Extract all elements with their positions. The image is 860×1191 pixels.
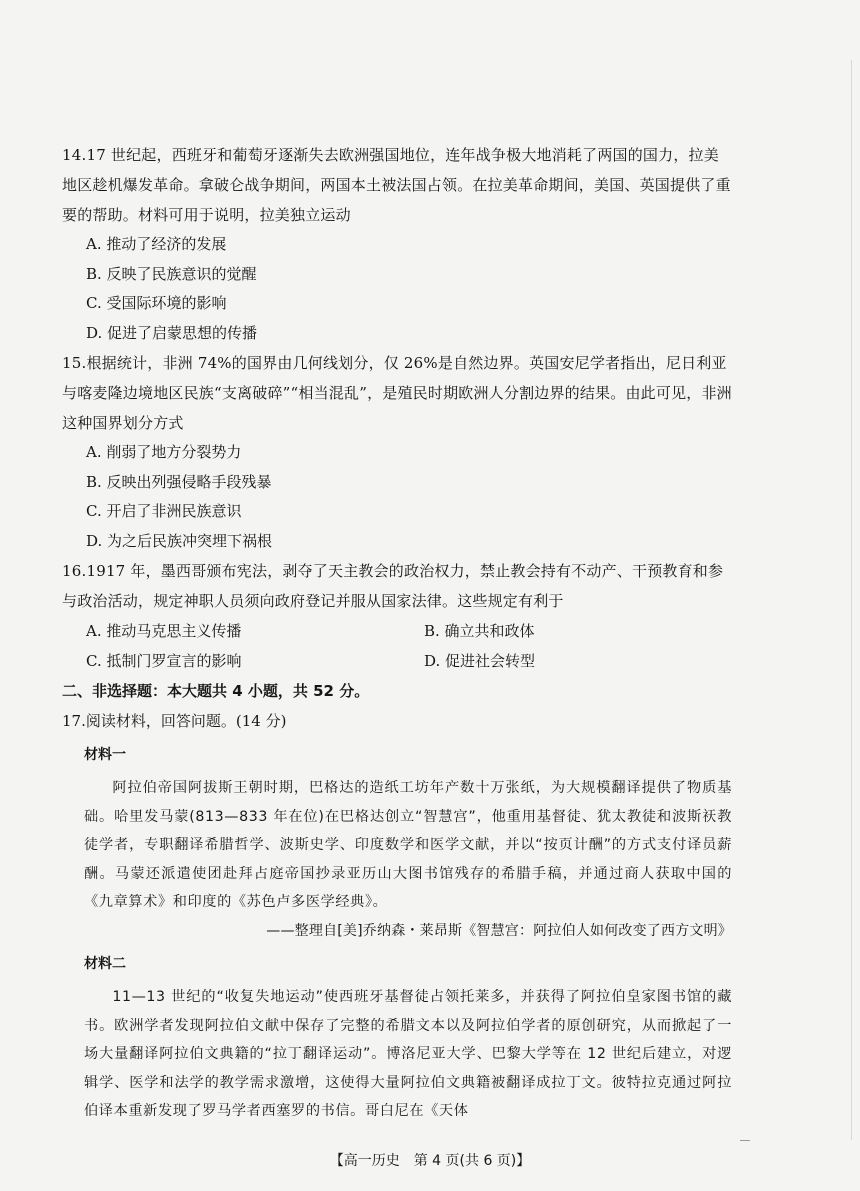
question-14-option-a: A. 推动了经济的发展: [86, 235, 227, 253]
question-14: [62, 140, 732, 348]
question-15-text: 15.根据统计，非洲 74%的国界由几何线划分，仅 26%是自然边界。英国安尼学者指出，尼日利亚与喀麦隆边境地区民族“支离破碎”“相当混乱”，是殖民时期欧洲人分割边界的结果。由此可见，非洲这种国界划分方式: [62, 354, 732, 432]
question-16: [62, 556, 732, 676]
material-1-source: ——整理自[美]乔纳森・莱昂斯《智慧宫：阿拉伯人如何改变了西方文明》: [266, 922, 732, 939]
question-15-option-b: B. 反映出列强侵略手段残暴: [86, 472, 272, 491]
question-16-option-a: A. 推动马克思主义传播: [86, 622, 242, 640]
scan-mark: [740, 1140, 750, 1141]
question-15-option-c: C. 开启了非洲民族意识: [86, 502, 242, 520]
material-1-body: 阿拉伯帝国阿拔斯王朝时期，巴格达的造纸工坊年产数十万张纸，为大规模翻译提供了物质基础。哈里发马蒙(813—833 年在位)在巴格达创立“智慧宫”，他重用基督徒、犹太教徒和波斯祆教徒学者，专职翻译希腊哲学、波斯史学、印度数学和医学文献，并以“按页计酬”的方式支付译员薪酬。马蒙还派遣使团赴拜占庭帝国抄录亚历山大图书馆残存的希腊手稿，并通过商人获取中国的《九章算术》和印度的《苏色卢多医学经典》。: [84, 780, 732, 911]
question-15-option-d: D. 为之后民族冲突埋下祸根: [86, 531, 273, 550]
material-1-label: 材料一: [84, 747, 126, 763]
question-15: [62, 348, 732, 556]
question-16-options: [62, 616, 732, 676]
question-14-option-c: C. 受国际环境的影响: [86, 294, 227, 312]
material-2-body: 11—13 世纪的“收复失地运动”使西班牙基督徒占领托莱多，并获得了阿拉伯皇家图书馆的藏书。欧洲学者发现阿拉伯文献中保存了完整的希腊文本以及阿拉伯学者的原创研究，从而掀起了一场大量翻译阿拉伯文典籍的“拉丁翻译运动”。博洛尼亚大学、巴黎大学等在 12 世纪后建立，对逻辑学、医学和法学的教学需求激增，这使得大量阿拉伯文典籍被翻译成拉丁文。彼特拉克通过阿拉伯译本重新发现了罗马学者西塞罗的书信。哥白尼在《天体: [84, 988, 732, 1120]
question-14-text: 14.17 世纪起，西班牙和葡萄牙逐渐失去欧洲强国地位，连年战争极大地消耗了两国的国力，拉美地区趁机爆发革命。拿破仑战争期间，两国本土被法国占领。在拉美革命期间，美国、英国提供了重要的帮助。材料可用于说明，拉美独立运动: [62, 146, 731, 224]
scan-edge-line: [851, 60, 852, 1140]
question-14-option-b: B. 反映了民族意识的觉醒: [86, 264, 257, 283]
section-2-title: 二、非选择题：本大题共 4 小题，共 52 分。: [62, 682, 370, 700]
question-14-option-d: D. 促进了启蒙思想的传播: [86, 323, 258, 342]
question-16-option-d: D. 促进社会转型: [424, 652, 536, 670]
question-16-text: 16.1917 年，墨西哥颁布宪法，剥夺了天主教会的政治权力，禁止教会持有不动产、干预教育和参与政治活动，规定神职人员须向政府登记并服从国家法律。这些规定有利于: [62, 562, 724, 610]
page-footer: 【高一历史 第 4 页(共 6 页)】: [329, 1153, 531, 1169]
question-15-option-a: A. 削弱了地方分裂势力: [86, 443, 242, 461]
question-16-option-b: B. 确立共和政体: [424, 622, 535, 640]
page-content: [62, 140, 732, 1126]
material-2-label: 材料二: [84, 955, 126, 972]
question-17-text: 17.阅读材料，回答问题。(14 分): [62, 712, 287, 730]
question-16-option-c: C. 抵制门罗宣言的影响: [86, 652, 242, 670]
